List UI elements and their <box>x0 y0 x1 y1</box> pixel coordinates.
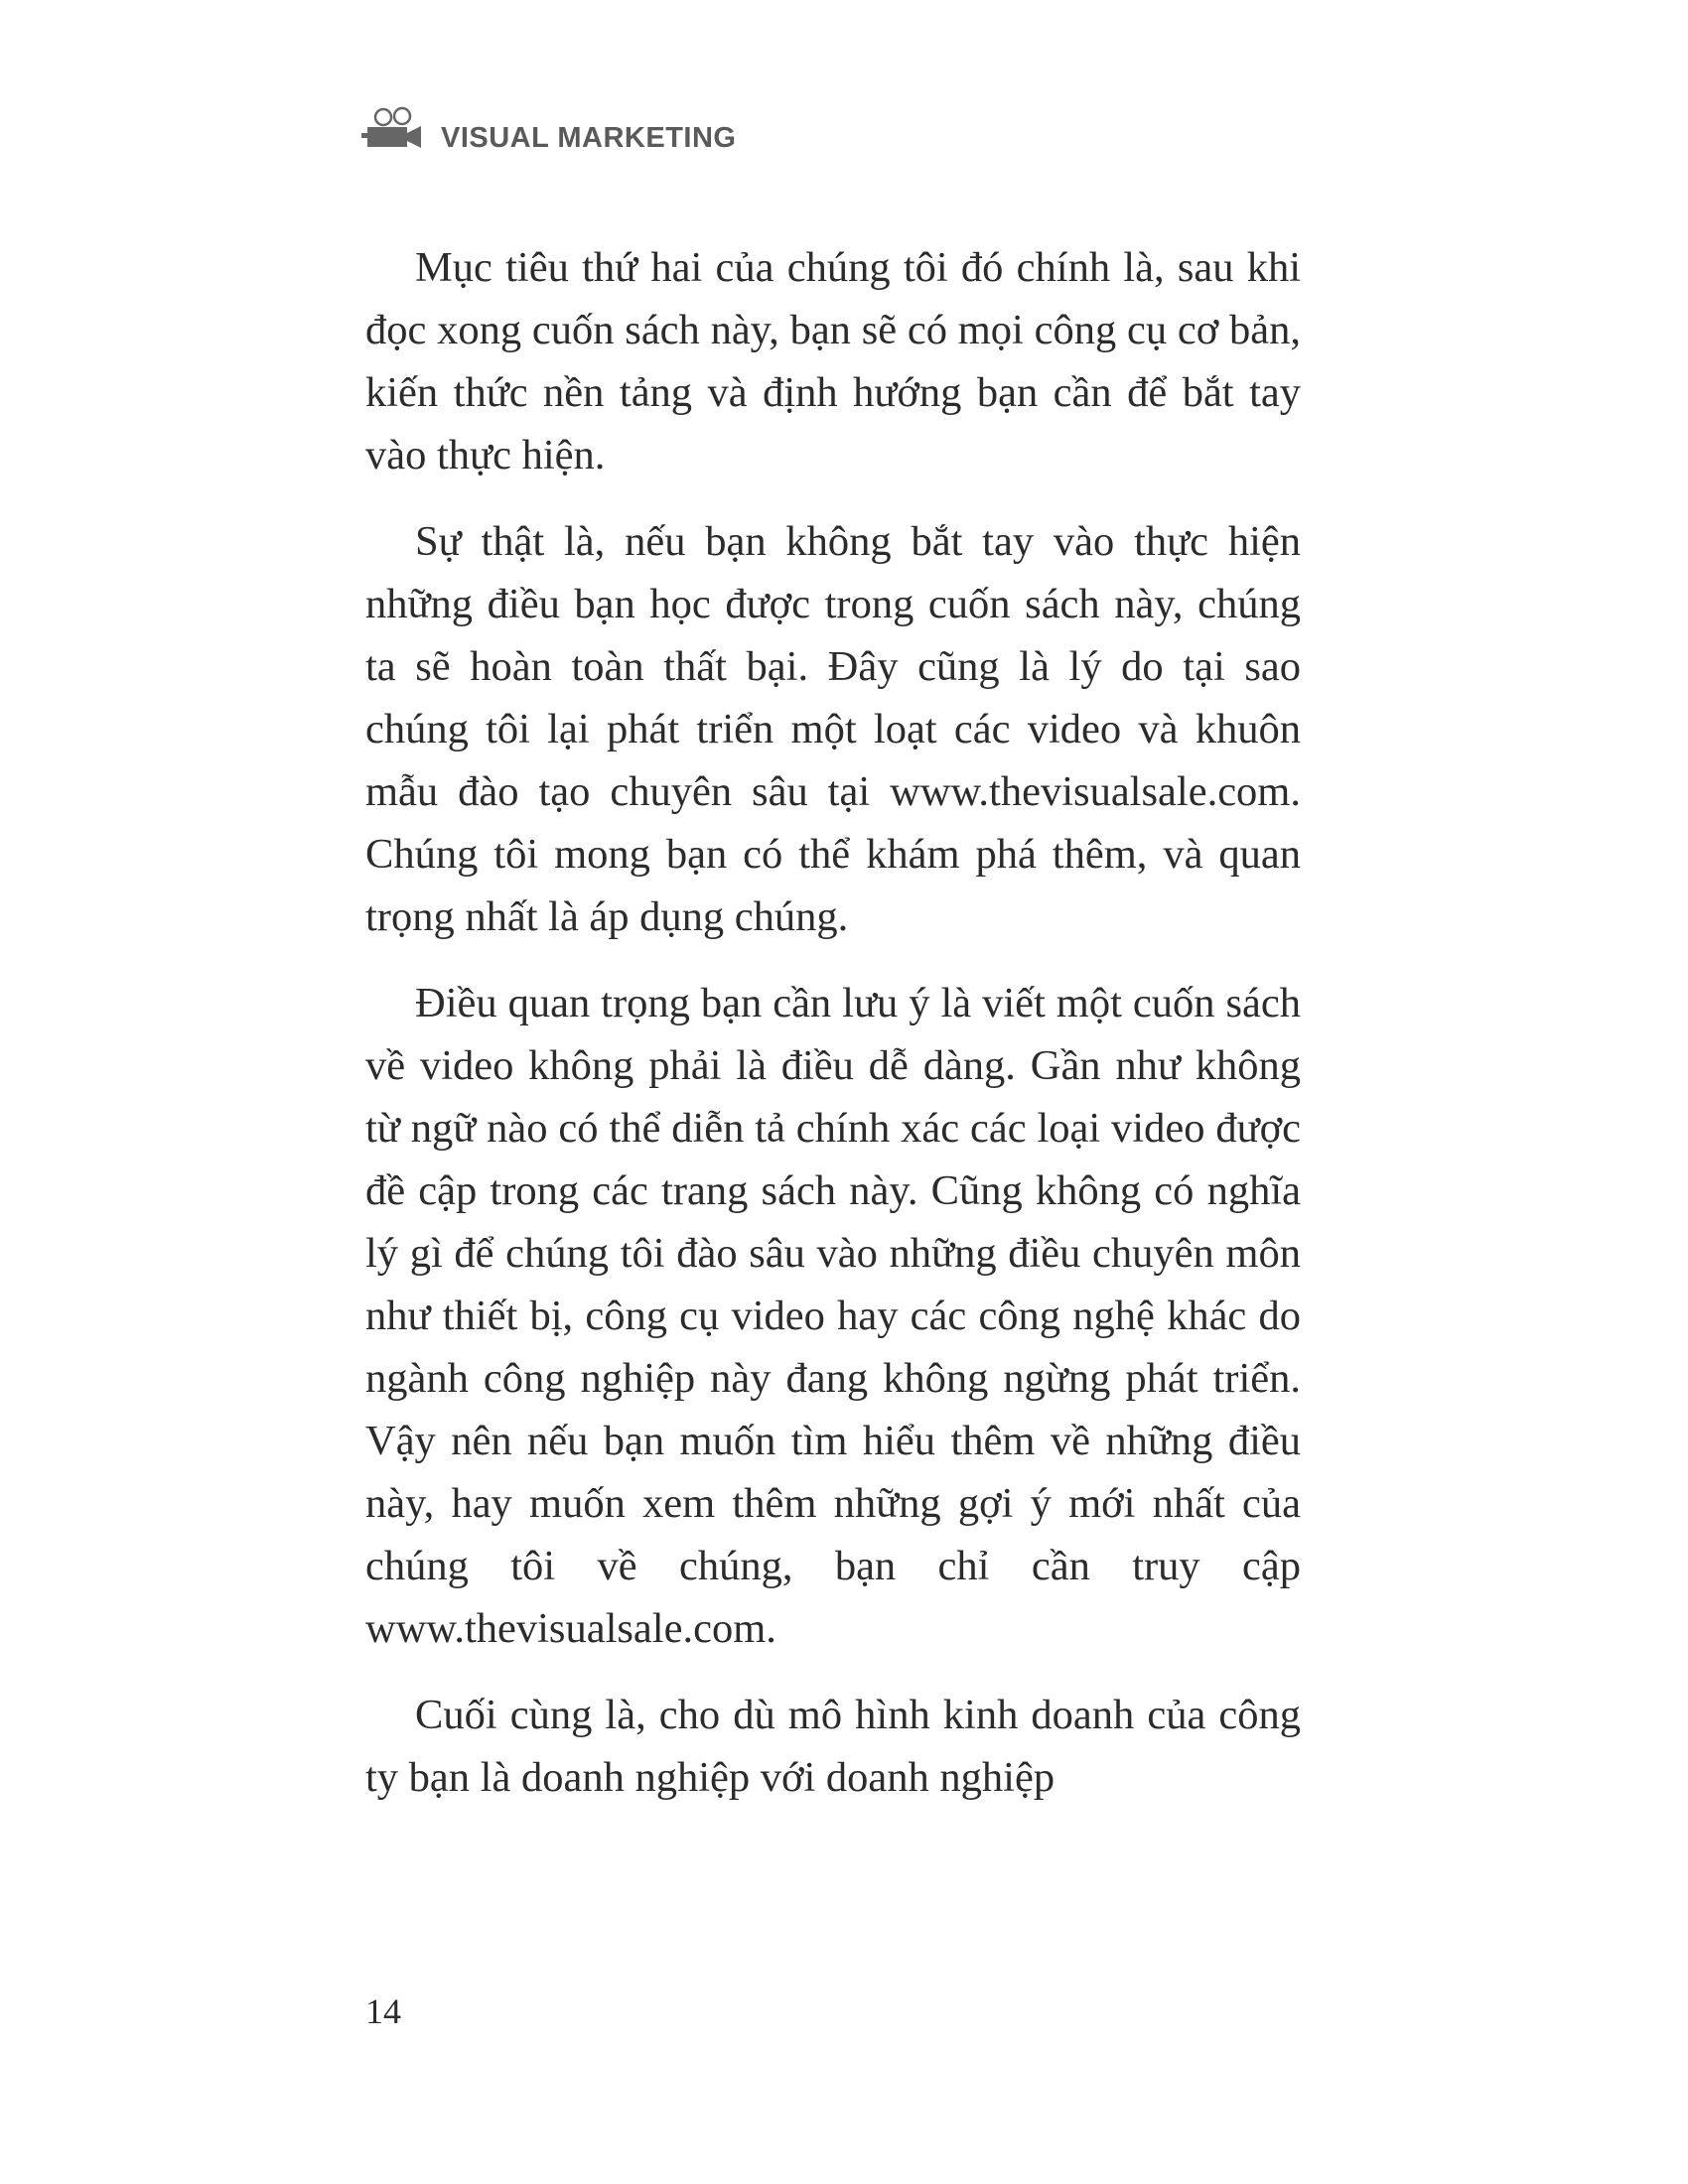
header-title: VISUAL MARKETING <box>441 121 737 154</box>
paragraph: Cuối cùng là, cho dù mô hình kinh doanh của công ty bạn là doanh nghiệp với doanh nghiệp <box>365 1692 1301 1801</box>
paragraph: Mục tiêu thứ hai của chúng tôi đó chính là, sau khi đọc xong cuốn sách này, bạn sẽ có mọi công cụ cơ bản, kiến thức nền tảng và định hướng bạn cần để bắt tay vào thực hiện. <box>365 244 1301 478</box>
page-number: 14 <box>365 1991 401 2031</box>
paragraph: Sự thật là, nếu bạn không bắt tay vào thực hiện những điều bạn học được trong cuốn sách này, chúng ta sẽ hoàn toàn thất bại. Đây cũng là lý do tại sao chúng tôi lại phát triển một loạt các video và khuôn mẫu đào tạo chuyên sâu tại www.thevisualsale.com. Chúng tôi mong bạn có thể khám phá thêm, và quan trọng nhất là áp dụng chúng. <box>365 518 1301 940</box>
video-camera-icon <box>361 106 425 158</box>
running-header <box>361 107 736 157</box>
paragraph: Điều quan trọng bạn cần lưu ý là viết một cuốn sách về video không phải là điều dễ dàng. Gần như không từ ngữ nào có thể diễn tả chính xác các loại video được đề cập trong các trang sách này. Cũng không có nghĩa lý gì để chúng tôi đào sâu vào những điều chuyên môn như thiết bị, công cụ video hay các công nghệ khác do ngành công nghiệp này đang không ngừng phát triển. Vậy nên nếu bạn muốn tìm hiểu thêm về những điều này, hay muốn xem thêm những gợi ý mới nhất của chúng tôi về chúng, bạn chỉ cần truy cập www.thevisualsale.com. <box>365 980 1301 1652</box>
body-text <box>365 236 1301 1833</box>
